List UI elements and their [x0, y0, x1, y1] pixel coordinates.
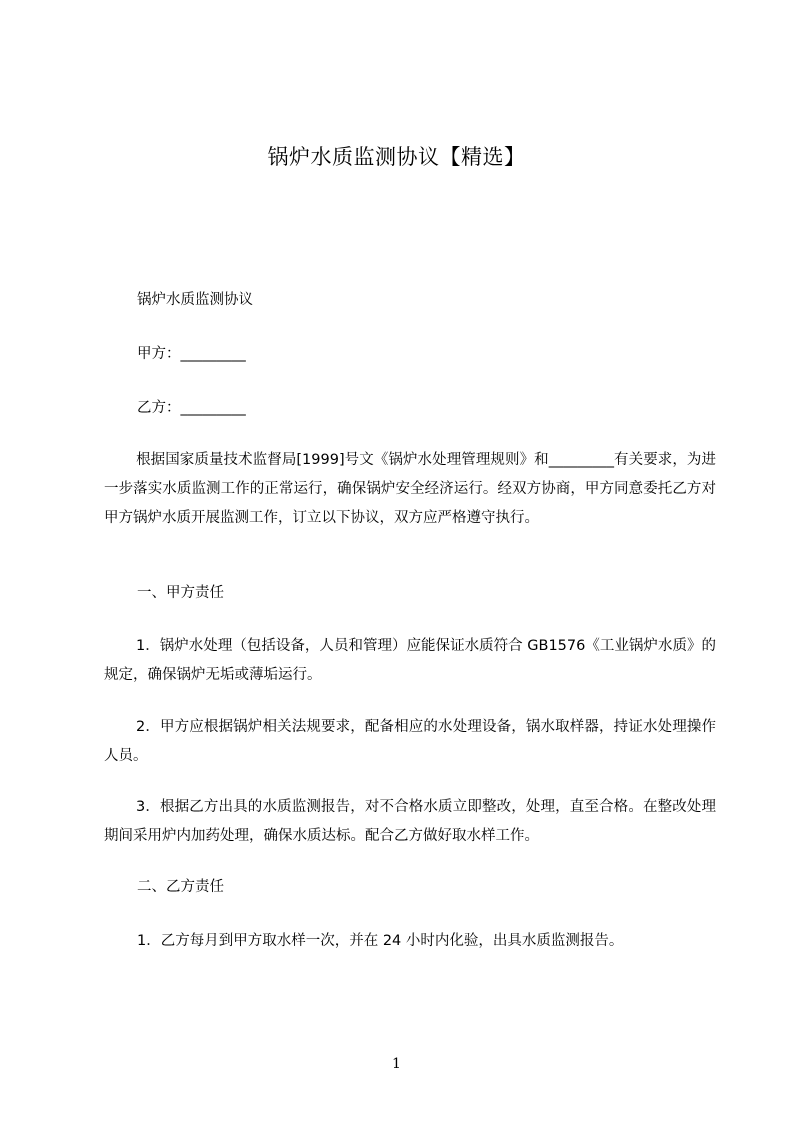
- section-a-item-3-text: 3．根据乙方出具的水质监测报告，对不合格水质立即整改，处理，直至合格。在整改处理期间采用炉内加药处理，确保水质达标。配合乙方做好取水样工作。: [104, 799, 716, 844]
- section-a-item-1-text: 1．锅炉水处理（包括设备，人员和管理）应能保证水质符合 GB1576《工业锅炉水质》的规定，确保锅炉无垢或薄垢运行。: [104, 638, 716, 683]
- agreement-subtitle: 锅炉水质监测协议: [137, 292, 253, 308]
- section-b-item-1: 1．乙方每月到甲方取水样一次，并在 24 小时内化验，出具水质监测报告。: [137, 933, 624, 949]
- section-a-heading: 一、甲方责任: [137, 585, 224, 601]
- section-a-item-2-text: 2．甲方应根据锅炉相关法规要求，配备相应的水处理设备，锅水取样器，持证水处理操作人员。: [104, 719, 716, 764]
- intro-text: 根据国家质量技术监督局[1999]号文《锅炉水处理管理规则》和_________有关要求，为进一步落实水质监测工作的正常运行，确保锅炉安全经济运行。经双方协商，甲方同意委托乙方对甲方锅炉水质开展监测工作，订立以下协议，双方应严格遵守执行。: [104, 452, 716, 526]
- intro-paragraph: [104, 446, 716, 533]
- section-b-heading: 二、乙方责任: [137, 879, 224, 895]
- document-title: 锅炉水质监测协议【精选】: [267, 145, 526, 169]
- page-number: 1: [392, 1056, 401, 1072]
- party-a-line: 甲方：_________: [137, 346, 246, 362]
- section-a-item-1: [104, 632, 716, 690]
- party-b-line: 乙方：_________: [137, 400, 246, 416]
- section-a-item-3: [104, 793, 716, 851]
- section-a-item-2: [104, 713, 716, 771]
